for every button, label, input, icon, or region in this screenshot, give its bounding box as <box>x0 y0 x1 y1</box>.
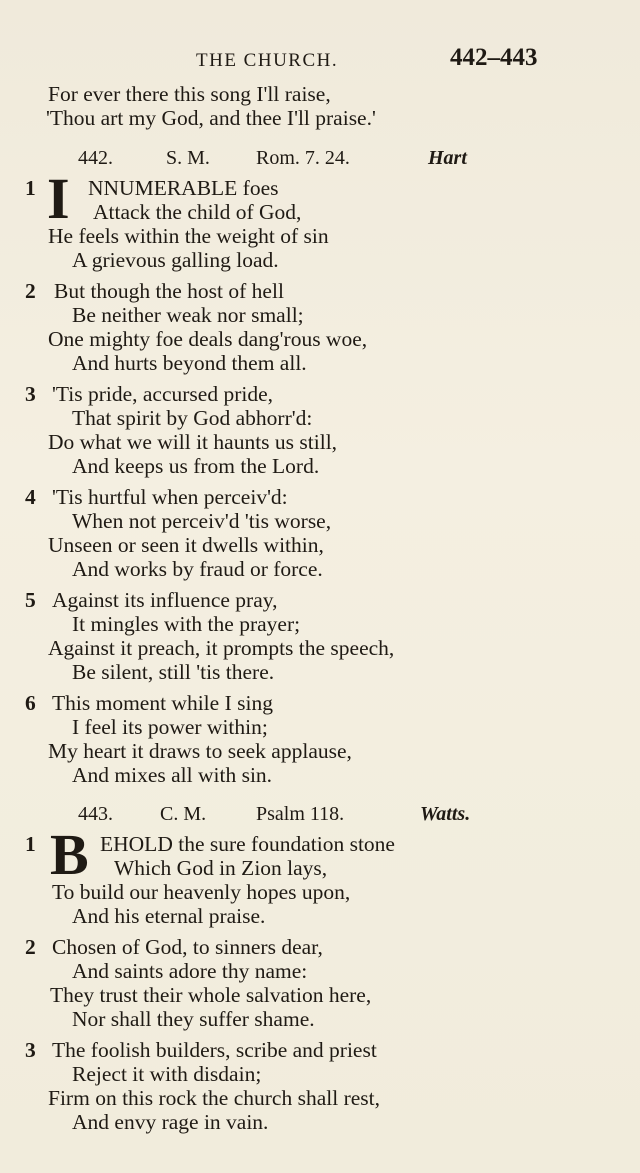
drop-cap: I <box>47 166 70 231</box>
verse-line: When not perceiv'd 'tis worse, <box>72 509 332 533</box>
hymn-meter: C. M. <box>160 803 207 825</box>
stanza-number: 2 <box>25 279 36 303</box>
verse-line: But though the host of hell <box>54 279 284 303</box>
verse-line: Against it preach, it prompts the speech, <box>48 636 395 660</box>
verse-line: Which God in Zion lays, <box>114 856 328 880</box>
verse-line: It mingles with the prayer; <box>72 612 301 636</box>
verse-line: And hurts beyond them all. <box>72 351 307 375</box>
intro-line: For ever there this song I'll raise, <box>48 82 331 106</box>
verse-line: 'Tis pride, accursed pride, <box>52 382 274 406</box>
verse-line: And mixes all with sin. <box>72 763 273 787</box>
verse-line: Against its influence pray, <box>52 588 278 612</box>
verse-line: My heart it draws to seek applause, <box>48 739 352 763</box>
verse-line: The foolish builders, scribe and priest <box>52 1038 377 1062</box>
hymn-author: Watts. <box>420 803 471 825</box>
stanza-number: 3 <box>25 382 36 406</box>
verse-line: And his eternal praise. <box>72 904 266 928</box>
verse-line: And works by fraud or force. <box>72 557 323 581</box>
verse-line: EHOLD the sure foundation stone <box>100 832 395 856</box>
verse-line: Be silent, still 'tis there. <box>72 660 275 684</box>
verse-line: Chosen of God, to sinners dear, <box>52 935 323 959</box>
verse-line: 'Tis hurtful when perceiv'd: <box>52 485 288 509</box>
stanza-number: 1 <box>25 176 36 200</box>
verse-line: Attack the child of God, <box>93 200 302 224</box>
verse-line: A grievous galling load. <box>72 248 279 272</box>
hymn-number: 443. <box>78 803 113 825</box>
verse-line: And saints adore thy name: <box>72 959 308 983</box>
running-title: THE CHURCH. <box>196 50 339 71</box>
hymn-scripture: Rom. 7. 24. <box>256 147 350 169</box>
verse-line: Reject it with disdain; <box>72 1062 262 1086</box>
hymn-scripture: Psalm 118. <box>256 803 345 825</box>
running-header <box>0 44 640 78</box>
stanza-number: 5 <box>25 588 36 612</box>
verse-line: I feel its power within; <box>72 715 268 739</box>
verse-line: Do what we will it haunts us still, <box>48 430 338 454</box>
hymn-number: 442. <box>78 147 113 169</box>
verse-line: One mighty foe deals dang'rous woe, <box>48 327 368 351</box>
stanza-number: 1 <box>25 832 36 856</box>
verse-line: He feels within the weight of sin <box>48 224 329 248</box>
verse-line: To build our heavenly hopes upon, <box>52 880 351 904</box>
verse-line: NNUMERABLE foes <box>88 176 279 200</box>
verse-line: Be neither weak nor small; <box>72 303 304 327</box>
drop-cap: B <box>50 822 89 887</box>
hymn-author: Hart <box>428 147 467 169</box>
verse-line: They trust their whole salvation here, <box>50 983 372 1007</box>
verse-line: This moment while I sing <box>52 691 273 715</box>
verse-line: Unseen or seen it dwells within, <box>48 533 324 557</box>
stanza-number: 6 <box>25 691 36 715</box>
page-range: 442–443 <box>450 44 538 71</box>
stanza-number: 4 <box>25 485 36 509</box>
hymn-meter: S. M. <box>166 147 210 169</box>
verse-line: And keeps us from the Lord. <box>72 454 320 478</box>
verse-line: That spirit by God abhorr'd: <box>72 406 313 430</box>
verse-line: Firm on this rock the church shall rest, <box>48 1086 380 1110</box>
verse-line: And envy rage in vain. <box>72 1110 269 1134</box>
stanza-number: 2 <box>25 935 36 959</box>
stanza-number: 3 <box>25 1038 36 1062</box>
intro-line: 'Thou art my God, and thee I'll praise.' <box>46 106 376 130</box>
verse-line: Nor shall they suffer shame. <box>72 1007 315 1031</box>
